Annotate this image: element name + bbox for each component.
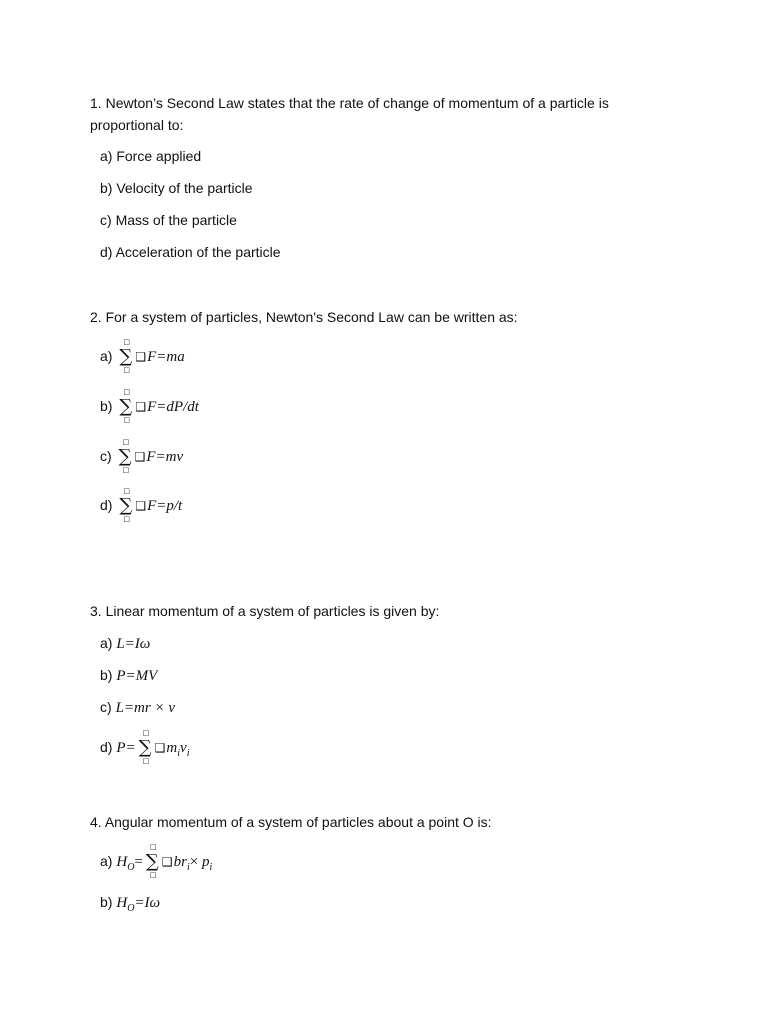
option-label: b) (100, 894, 113, 910)
formula-lhs: P= (116, 740, 136, 756)
question-number: 3. (90, 603, 102, 619)
question-2-option-a (100, 338, 185, 375)
option-label: c) (100, 448, 112, 464)
question-4 (90, 811, 650, 833)
question-1-option-a (100, 146, 201, 166)
question-2-option-c (100, 438, 184, 475)
question-3-option-b (100, 665, 157, 686)
option-text: Force applied (116, 148, 202, 164)
formula: F=dP/dt (147, 399, 199, 415)
question-2-option-d (100, 487, 183, 524)
summation-symbol: □ ∑ □ (119, 487, 133, 524)
formula: P=MV (116, 668, 158, 684)
question-number: 4. (90, 814, 102, 830)
option-label: a) (100, 635, 113, 651)
summation-symbol: □ ∑ □ (119, 388, 133, 425)
placeholder-box: ❑ (154, 741, 166, 755)
question-1-option-d (100, 242, 281, 262)
summation-symbol: □ ∑ □ (145, 843, 159, 880)
question-3 (90, 600, 650, 622)
placeholder-box: ❑ (135, 400, 147, 414)
placeholder-box: ❑ (161, 855, 173, 869)
option-text: Mass of the particle (115, 212, 237, 228)
question-number: 1. (90, 95, 102, 111)
formula: $m_iv_i$ (166, 740, 190, 759)
formula: F=p/t (147, 498, 183, 514)
question-2 (90, 306, 650, 328)
question-text: Angular momentum of a system of particles about a point O is: (104, 814, 492, 830)
question-2-option-b (100, 388, 199, 425)
formula-lhs: $H_O=$ (116, 854, 143, 873)
formula: L=mr × v (115, 700, 175, 716)
question-text: Newton’s Second Law states that the rate of change of momentum of a particle is proportional to: (90, 95, 609, 133)
option-text: Acceleration of the particle (115, 244, 281, 260)
question-3-option-d (100, 729, 190, 766)
option-label: d) (100, 244, 113, 260)
question-3-option-c (100, 697, 175, 718)
formula: F=mv (146, 449, 184, 465)
option-label: a) (100, 853, 113, 869)
option-label: a) (100, 348, 113, 364)
question-1-option-c (100, 210, 237, 230)
placeholder-box: ❑ (134, 450, 146, 464)
option-label: a) (100, 148, 113, 164)
placeholder-box: ❑ (135, 499, 147, 513)
option-label: b) (100, 398, 113, 414)
question-3-option-a (100, 633, 150, 654)
formula: F=ma (147, 349, 185, 365)
question-text: For a system of particles, Newton's Second Law can be written as: (105, 309, 518, 325)
question-1 (90, 92, 650, 136)
option-label: b) (100, 180, 113, 196)
formula: L=Iω (116, 636, 151, 652)
option-label: d) (100, 497, 113, 513)
question-4-option-a (100, 843, 213, 880)
formula: $H_O=I\omega$ (116, 895, 161, 914)
formula: $br_i\times p_i$ (173, 854, 213, 873)
question-4-option-b (100, 892, 160, 913)
question-1-option-b (100, 178, 253, 198)
question-text: Linear momentum of a system of particles is given by: (105, 603, 440, 619)
option-label: d) (100, 739, 113, 755)
option-label: c) (100, 212, 112, 228)
summation-symbol: □ ∑ □ (138, 729, 152, 766)
question-number: 2. (90, 309, 102, 325)
option-text: Velocity of the particle (116, 180, 253, 196)
option-label: c) (100, 699, 112, 715)
placeholder-box: ❑ (135, 350, 147, 364)
summation-symbol: □ ∑ □ (118, 438, 132, 475)
option-label: b) (100, 667, 113, 683)
summation-symbol: □ ∑ □ (119, 338, 133, 375)
